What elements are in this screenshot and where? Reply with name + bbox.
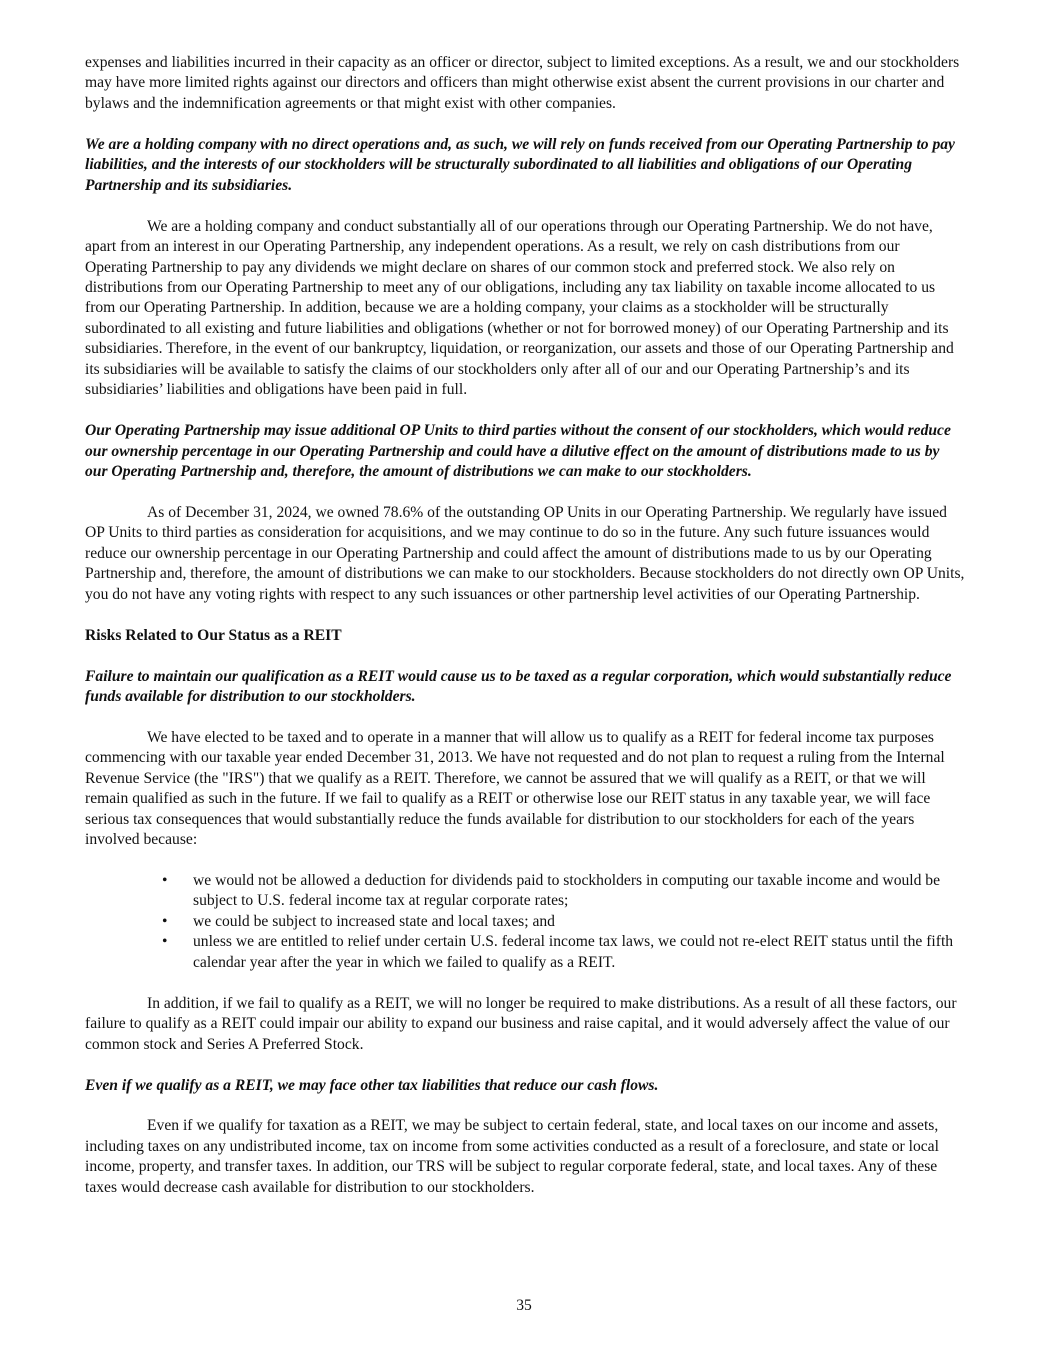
bullet: • bbox=[162, 933, 168, 951]
bullet-list bbox=[85, 871, 965, 973]
bullet: • bbox=[162, 912, 168, 930]
body-paragraph: We have elected to be taxed and to operate in a manner that will allow us to qualify as a REIT for federal income tax purposes commencing with our taxable year ended December 31, 2013. We have not requested and do not plan to request a ruling from the Internal Revenue Service (the "IRS") that we qualify as a REIT. Therefore, we cannot be assured that we will qualify as a REIT, or that we will remain qualified as such in the future. If we fail to qualify as a REIT or otherwise lose our REIT status in any taxable year, we will face serious tax consequences that would substantially reduce the funds available for distribution to our stockholders for each of the years involved because: bbox=[85, 728, 945, 849]
risk-heading: We are a holding company with no direct operations and, as such, we will rely on funds received from our Operating Partnership to pay liabilities, and the interests of our stockholders will be structurally subordinated to all liabilities and obligations of our Operating Partnership and its subsidiaries. bbox=[85, 135, 955, 194]
body-paragraph: Even if we qualify for taxation as a REIT, we may be subject to certain federal, state, and local taxes on our income and assets, including taxes on any undistributed income, tax on income from some activities conducted as a result of a foreclosure, and state or local income, property, and transfer taxes. In addition, our TRS will be subject to regular corporate federal, state, and local taxes. Any of these taxes would decrease cash available for distribution to our stockholders. bbox=[85, 1117, 939, 1196]
list-item-text: we could be subject to increased state and local taxes; and bbox=[193, 912, 555, 930]
list-item bbox=[85, 871, 965, 912]
risk-heading: Failure to maintain our qualification as a REIT would cause us to be taxed as a regular corporation, which would substantially reduce funds available for distribution to our stockholders. bbox=[85, 667, 952, 705]
document-page bbox=[85, 53, 965, 1219]
list-item bbox=[85, 932, 965, 973]
bullet: • bbox=[162, 872, 168, 889]
body-paragraph: As of December 31, 2024, we owned 78.6% of the outstanding OP Units in our Operating Partnership. We regularly have issued OP Units to third parties as consideration for acquisitions, and we may continue to do so in the future. Any such future issuances would reduce our ownership percentage in our Operating Partnership and could affect the amount of distributions made to us by our Operating Partnership and, therefore, the amount of distributions we can make to our stockholders. Because stockholders do not directly own OP Units, you do not have any voting rights with respect to any such issuances or other partnership level activities of our Operating Partnership. bbox=[85, 503, 965, 603]
page-number: 35 bbox=[516, 1297, 532, 1314]
section-heading: Risks Related to Our Status as a REIT bbox=[85, 626, 342, 644]
risk-heading: Even if we qualify as a REIT, we may face other tax liabilities that reduce our cash flows. bbox=[85, 1076, 659, 1094]
body-paragraph: We are a holding company and conduct substantially all of our operations through our Operating Partnership. We do not have, apart from an interest in our Operating Partnership, any independent operations. As a result, we rely on cash distributions from our Operating Partnership to pay any dividends we might declare on shares of our common stock and preferred stock. We also rely on distributions from our Operating Partnership to meet any of our obligations, including any tax liability on taxable income allocated to us from our Operating Partnership. In addition, because we are a holding company, your claims as a stockholder will be structurally subordinated to all existing and future liabilities and obligations (whether or not for borrowed money) of our Operating Partnership and its subsidiaries. Therefore, in the event of our bankruptcy, liquidation, or reorganization, our assets and those of our Operating Partnership and its subsidiaries will be available to satisfy the claims of our stockholders only after all of our and our Operating Partnership’s and its subsidiaries’ liabilities and obligations have been paid in full. bbox=[85, 217, 954, 399]
list-item-text: we would not be allowed a deduction for dividends paid to stockholders in computing our taxable income and would be subject to U.S. federal income tax at regular corporate rates; bbox=[193, 872, 941, 910]
list-item-text: unless we are entitled to relief under certain U.S. federal income tax laws, we could not re-elect REIT status until the fifth calendar year after the year in which we failed to qualify as a REIT. bbox=[193, 933, 954, 971]
list-item bbox=[85, 912, 965, 932]
body-paragraph: In addition, if we fail to qualify as a REIT, we will no longer be required to make distributions. As a result of all these factors, our failure to qualify as a REIT could impair our ability to expand our business and raise capital, and it would adversely affect the value of our common stock and Series A Preferred Stock. bbox=[85, 994, 957, 1053]
risk-heading: Our Operating Partnership may issue additional OP Units to third parties without the consent of our stockholders, which would reduce our ownership percentage in our Operating Partnership and could have a dilutive effect on the amount of distributions made to us by our Operating Partnership and, therefore, the amount of distributions we can make to our stockholders. bbox=[85, 422, 951, 481]
body-paragraph: expenses and liabilities incurred in their capacity as an officer or director, subject to limited exceptions. As a result, we and our stockholders may have more limited rights against our directors and officers than might otherwise exist absent the current provisions in our charter and bylaws and the indemnification agreements or that might exist with other companies. bbox=[85, 54, 960, 112]
